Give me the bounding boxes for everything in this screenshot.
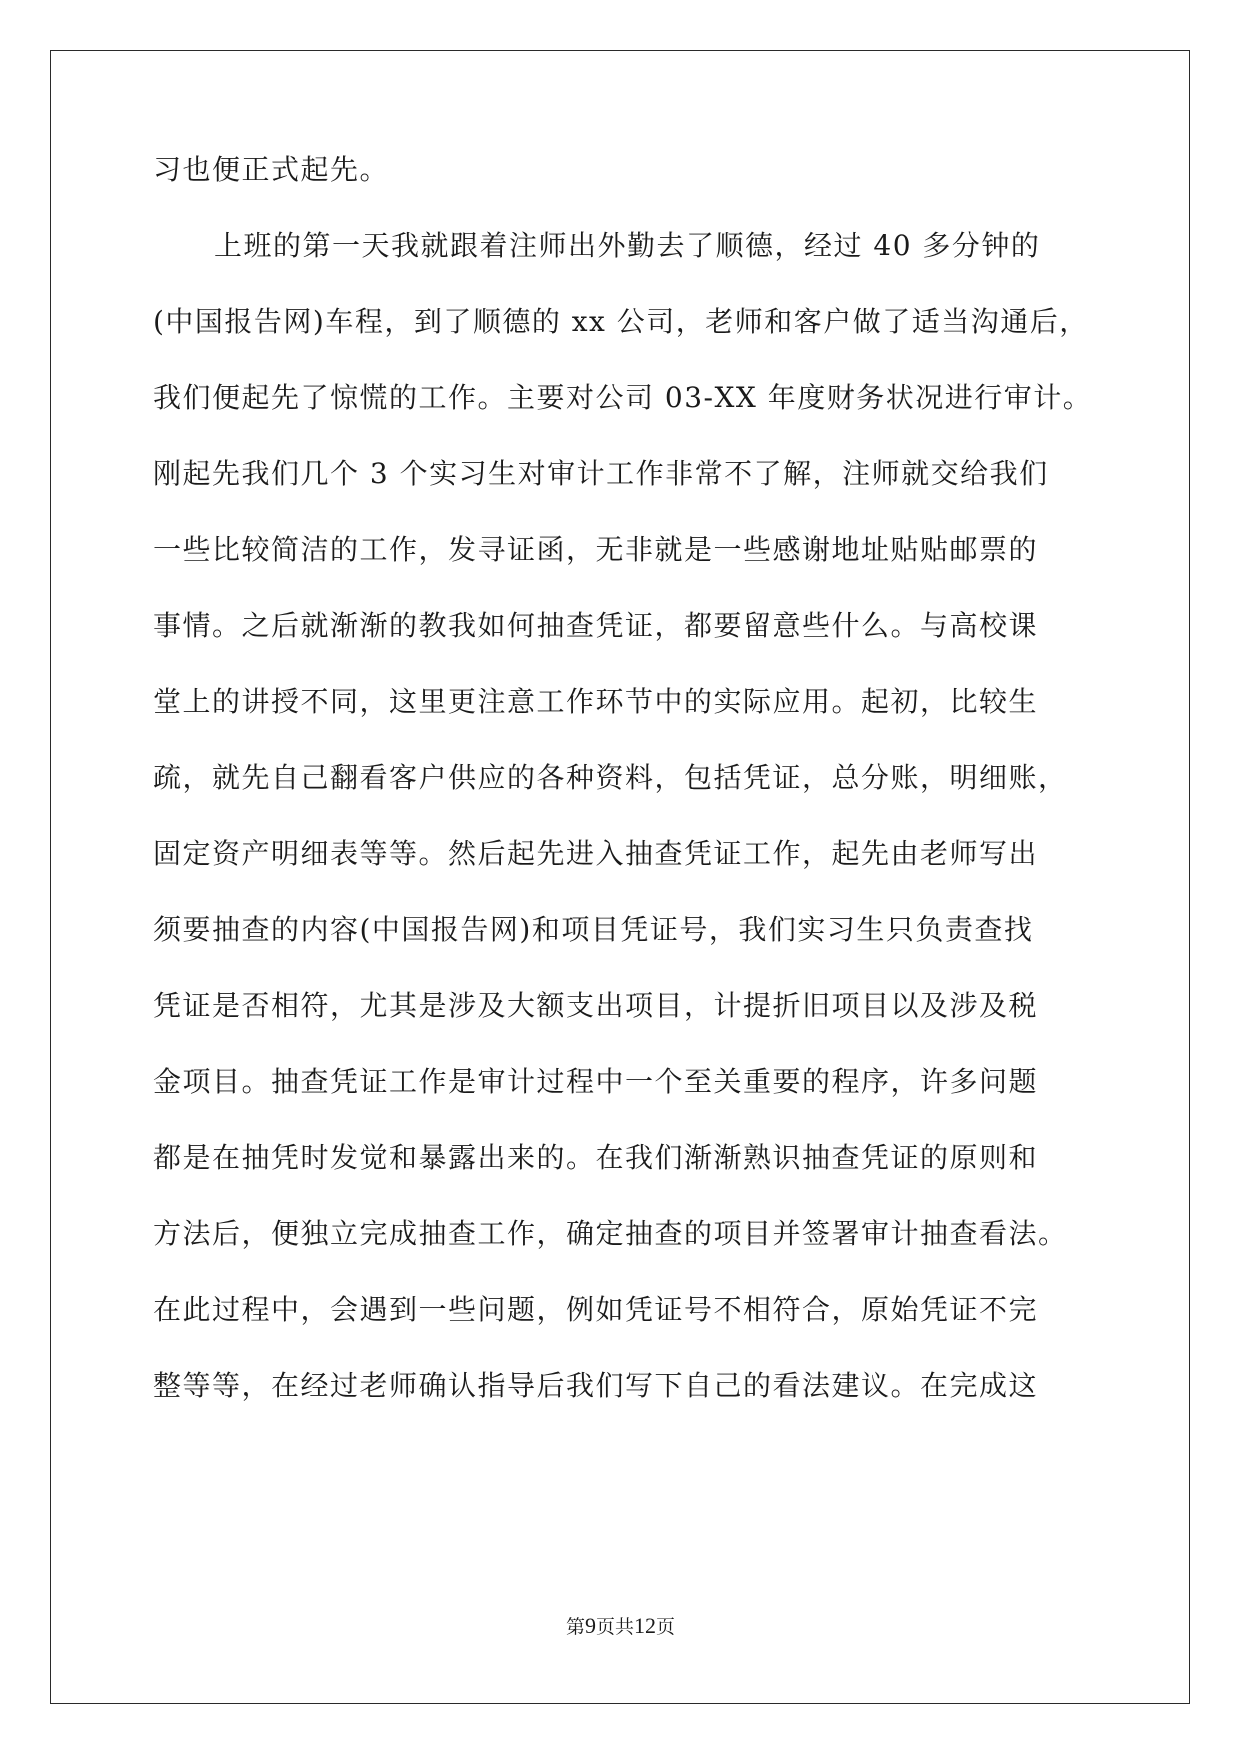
page-footer (0, 1612, 1241, 1641)
total-page-number: 12 (634, 1613, 657, 1638)
total-suffix: 页 (656, 1616, 676, 1638)
text-line: 我们便起先了惊慌的工作。主要对公司 03-XX 年度财务状况进行审计。 (153, 381, 1093, 414)
text-line: 刚起先我们几个 3 个实习生对审计工作非常不了解，注师就交给我们 (153, 457, 1049, 490)
page-border (50, 50, 1190, 1704)
text-line: 方法后，便独立完成抽查工作，确定抽查的项目并签署审计抽查看法。 (153, 1217, 1068, 1250)
text-line: 凭证是否相符，尤其是涉及大额支出项目，计提折旧项目以及涉及税 (153, 989, 1039, 1022)
text-line: 上班的第一天我就跟着注师出外勤去了顺德，经过 40 多分钟的 (214, 229, 1041, 262)
text-line: 固定资产明细表等等。然后起先进入抽查凭证工作，起先由老师写出 (153, 837, 1039, 870)
text-line: 都是在抽凭时发觉和暴露出来的。在我们渐渐熟识抽查凭证的原则和 (153, 1141, 1039, 1174)
text-line: 金项目。抽查凭证工作是审计过程中一个至关重要的程序，许多问题 (153, 1065, 1039, 1098)
text-line: 疏，就先自己翻看客户供应的各种资料，包括凭证，总分账，明细账， (153, 761, 1068, 794)
text-line: 一些比较简洁的工作，发寻证函，无非就是一些感谢地址贴贴邮票的 (153, 533, 1039, 566)
text-line: 须要抽查的内容(中国报告网)和项目凭证号，我们实习生只负责查找 (153, 913, 1034, 946)
page-prefix: 第 (565, 1616, 585, 1638)
total-prefix: 共 (615, 1616, 635, 1638)
current-page-number: 9 (584, 1613, 596, 1638)
text-line: 在此过程中，会遇到一些问题，例如凭证号不相符合，原始凭证不完 (153, 1293, 1039, 1326)
text-line: 堂上的讲授不同，这里更注意工作环节中的实际应用。起初，比较生 (153, 685, 1039, 718)
page-suffix: 页 (595, 1616, 615, 1638)
text-line: (中国报告网)车程，到了顺德的 xx 公司，老师和客户做了适当沟通后， (153, 305, 1089, 338)
text-line: 事情。之后就渐渐的教我如何抽查凭证，都要留意些什么。与高校课 (153, 609, 1039, 642)
text-line: 习也便正式起先。 (153, 153, 390, 186)
text-line: 整等等，在经过老师确认指导后我们写下自己的看法建议。在完成这 (153, 1369, 1039, 1402)
